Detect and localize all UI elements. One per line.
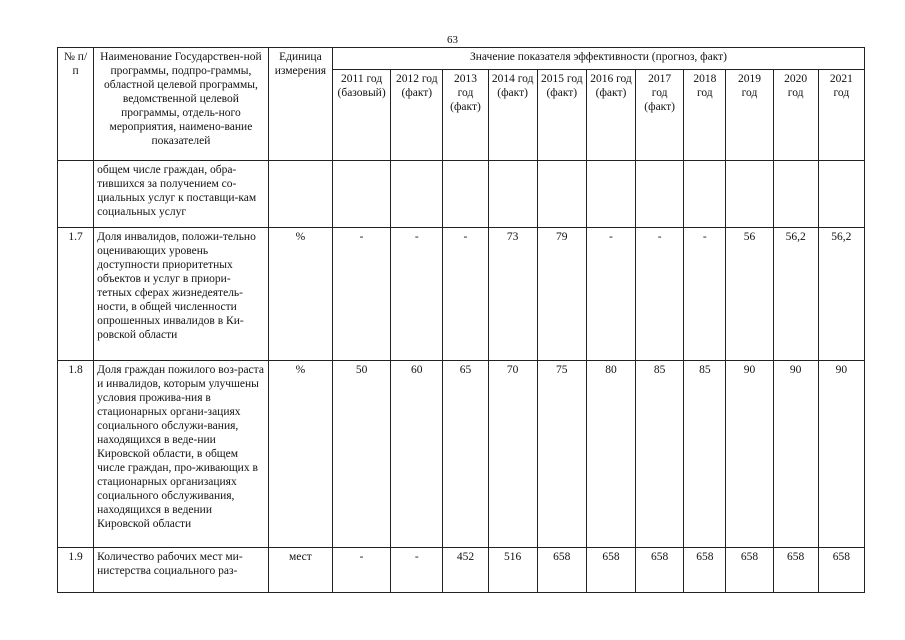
table-header (58, 48, 865, 161)
table-body (58, 161, 865, 593)
value-cell: 56,2 (773, 228, 818, 361)
header-year-5: 2016 год (факт) (586, 70, 635, 161)
value-cell (818, 161, 864, 228)
value-cell: 658 (586, 548, 635, 593)
value-cell (537, 161, 586, 228)
table-row (58, 361, 865, 548)
value-cell: - (333, 228, 391, 361)
value-cell: 70 (488, 361, 537, 548)
indicator-name: Доля инвалидов, положи-тельно оценивающих уровень доступности приоритетных объектов и услуг в приори-тетных сферах жизнедеятель-ности, в общей численности опрошенных инвалидов в Ки-ровской области (94, 228, 269, 361)
table-row (58, 161, 865, 228)
unit-cell: % (268, 228, 332, 361)
value-cell: - (443, 228, 488, 361)
value-cell: - (391, 228, 443, 361)
value-cell: 658 (726, 548, 773, 593)
indicator-name: общем числе граждан, обра-тившихся за получением со-циальных услуг к поставщи-кам социальных услуг (94, 161, 269, 228)
value-cell (684, 161, 726, 228)
value-cell: 56 (726, 228, 773, 361)
value-cell: - (391, 548, 443, 593)
value-cell: 80 (586, 361, 635, 548)
value-cell (586, 161, 635, 228)
row-number: 1.9 (58, 548, 94, 593)
value-cell: 79 (537, 228, 586, 361)
value-cell (773, 161, 818, 228)
value-cell: - (333, 548, 391, 593)
header-year-9: 2020 год (773, 70, 818, 161)
header-year-3: 2014 год (факт) (488, 70, 537, 161)
value-cell: 90 (726, 361, 773, 548)
header-year-4: 2015 год (факт) (537, 70, 586, 161)
value-cell (333, 161, 391, 228)
value-cell: 73 (488, 228, 537, 361)
row-number: 1.8 (58, 361, 94, 548)
indicator-name: Количество рабочих мест ми-нистерства социального раз- (94, 548, 269, 593)
value-cell: 65 (443, 361, 488, 548)
value-cell: 60 (391, 361, 443, 548)
value-cell: 50 (333, 361, 391, 548)
header-unit: Единица измерения (268, 48, 332, 161)
value-cell: 658 (773, 548, 818, 593)
unit-cell: мест (268, 548, 332, 593)
value-cell (636, 161, 684, 228)
value-cell (443, 161, 488, 228)
row-number (58, 161, 94, 228)
value-cell: 516 (488, 548, 537, 593)
indicator-name: Доля граждан пожилого воз-раста и инвалидов, которым улучшены условия прожива-ния в стационарных органи-зациях социального обслужи-вания, находящихся в веде-нии Кировской области, в общем числе граждан, про-живающих в стационарных организациях социального обслуживания, находящихся в ведении Кировской области (94, 361, 269, 548)
header-name: Наименование Государствен-ной программы, подпро-граммы, областной целевой программы, ведомственной целевой программы, отдель-ного мероприятия, наимено-вание показателей (94, 48, 269, 161)
value-cell: 75 (537, 361, 586, 548)
unit-cell: % (268, 361, 332, 548)
header-year-2: 2013 год (факт) (443, 70, 488, 161)
unit-cell (268, 161, 332, 228)
indicator-table (57, 47, 865, 593)
value-cell: 658 (818, 548, 864, 593)
header-year-8: 2019 год (726, 70, 773, 161)
header-year-6: 2017 год (факт) (636, 70, 684, 161)
value-cell: 90 (773, 361, 818, 548)
value-cell: 85 (636, 361, 684, 548)
header-year-10: 2021 год (818, 70, 864, 161)
table-row (58, 228, 865, 361)
value-cell (488, 161, 537, 228)
value-cell (391, 161, 443, 228)
value-cell: 658 (684, 548, 726, 593)
value-cell: - (586, 228, 635, 361)
value-cell: 90 (818, 361, 864, 548)
value-cell: 658 (537, 548, 586, 593)
value-cell: 56,2 (818, 228, 864, 361)
value-cell: - (684, 228, 726, 361)
page-number: 63 (447, 34, 458, 46)
row-number: 1.7 (58, 228, 94, 361)
value-cell: 658 (636, 548, 684, 593)
value-cell (726, 161, 773, 228)
table-row (58, 548, 865, 593)
value-cell: 452 (443, 548, 488, 593)
header-values-group: Значение показателя эффективности (прогноз, факт) (333, 48, 865, 70)
value-cell: 85 (684, 361, 726, 548)
value-cell: - (636, 228, 684, 361)
header-year-7: 2018 год (684, 70, 726, 161)
header-year-1: 2012 год (факт) (391, 70, 443, 161)
header-num: № п/п (58, 48, 94, 161)
header-year-0: 2011 год (базовый) (333, 70, 391, 161)
